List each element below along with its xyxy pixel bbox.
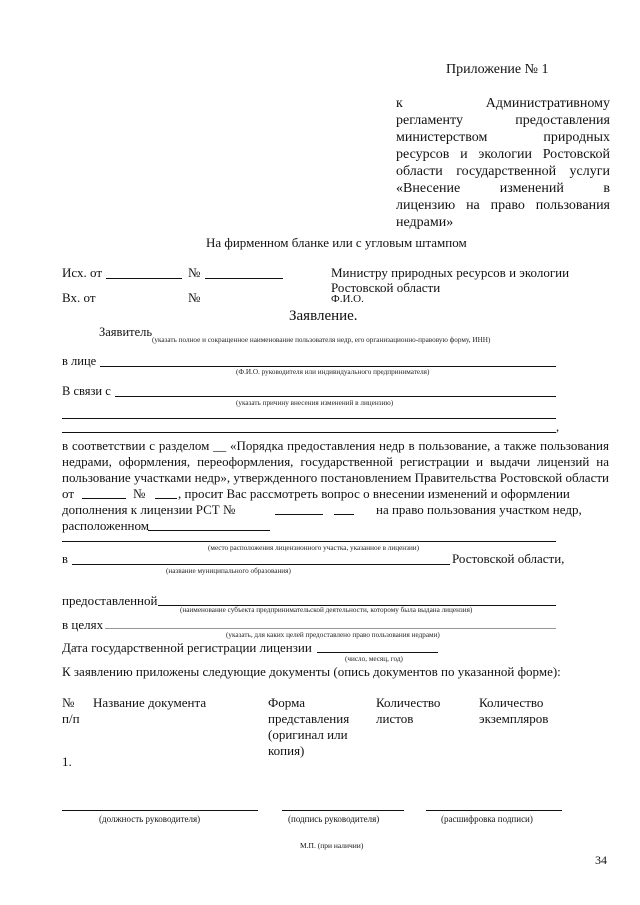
reason-label: В связи с: [62, 384, 111, 398]
location-caption: (место расположения лицензионного участка, указанное в лицензии): [208, 544, 420, 552]
appendix-line: к Административному: [396, 96, 610, 111]
license-suffix-field[interactable]: [334, 514, 354, 515]
body-line: расположенном: [62, 518, 149, 533]
municipality-prefix: в: [62, 552, 68, 566]
reason-caption: (указать причину внесения изменений в лицензию): [236, 399, 394, 407]
addressee-fio: Ф.И.О.: [331, 293, 364, 305]
col-copies-header-line: Количество: [479, 695, 544, 710]
col-form-header: [268, 695, 349, 759]
col-no-header-line: п/п: [62, 711, 80, 726]
appendix-line: министерством природных: [396, 130, 610, 145]
outgoing-number-field[interactable]: [205, 278, 283, 279]
body-line: на право пользования участком недр,: [376, 502, 582, 517]
col-no-header-line: №: [62, 695, 75, 710]
col-copies-header-line: экземпляров: [479, 711, 549, 726]
addressee-line: Ростовской области: [331, 280, 441, 295]
registration-date-field[interactable]: [317, 652, 438, 653]
outgoing-number-sign: №: [188, 265, 201, 280]
registration-label: Дата государственной регистрации лицензии: [62, 640, 312, 655]
signature-caption: (подпись руководителя): [288, 814, 380, 824]
appendix-line: ресурсов и экологии Ростовской: [396, 147, 610, 162]
stamp-caption: М.П. (при наличии): [300, 841, 364, 850]
col-sheets-header-line: листов: [376, 711, 414, 726]
person-label: в лице: [62, 354, 97, 368]
col-sheets-header: [376, 695, 440, 727]
appendix-line: недрами»: [396, 215, 454, 230]
reason-comma: ,: [556, 420, 560, 434]
decoding-field[interactable]: [426, 810, 562, 811]
col-form-header-line: копия): [268, 743, 305, 758]
provided-caption: (наименование субъекта предпринимательской деятельности, которому была выдана лицензия): [180, 606, 473, 614]
col-no-header: [62, 695, 80, 727]
signature-field[interactable]: [282, 810, 404, 811]
page-number: 34: [595, 853, 607, 867]
decree-number-field[interactable]: [155, 498, 177, 499]
body-number-sign: №: [133, 486, 146, 501]
body-line: недрами, оформления, переоформления, государственной регистрации и выдачи лицензий на: [62, 454, 609, 469]
appendix-line: регламенту предоставления: [396, 113, 610, 128]
municipality-suffix: Ростовской области,: [452, 551, 565, 566]
decoding-caption: (расшифровка подписи): [441, 814, 533, 824]
person-field[interactable]: [100, 366, 556, 367]
col-form-header-line: представления: [268, 711, 350, 726]
provided-label: предоставленной: [62, 593, 158, 608]
col-form-header-line: (оригинал или: [268, 727, 348, 742]
col-form-header-line: Форма: [268, 695, 305, 710]
col-name-header-line: Название документа: [93, 695, 207, 710]
position-field[interactable]: [62, 810, 258, 811]
page-title: Заявление.: [289, 308, 358, 324]
body-line: пользование участками недр», утвержденного постановлением Правительства Ростовской области: [62, 470, 609, 485]
col-copies-header: [479, 695, 548, 727]
position-caption: (должность руководителя): [99, 814, 201, 824]
addressee-line: Министру природных ресурсов и экологии: [331, 265, 570, 280]
incoming-number-sign: №: [188, 290, 201, 305]
location-field-2[interactable]: [62, 541, 556, 542]
outgoing-date-field[interactable]: [106, 278, 182, 279]
license-number-field[interactable]: [275, 514, 323, 515]
reason-field[interactable]: [115, 396, 556, 397]
col-name-header: [93, 695, 206, 711]
reason-field-3[interactable]: [62, 432, 556, 433]
applicant-caption: (указать полное и сокращенное наименование пользователя недр, его организационно-правовую форму, ИНН): [152, 336, 491, 344]
col-sheets-header-line: Количество: [376, 695, 441, 710]
body-paragraph: [62, 438, 609, 486]
body-line: дополнения к лицензии РСТ №: [62, 502, 236, 517]
purpose-caption: (указать, для каких целей предоставлено право пользования недрами): [226, 631, 440, 639]
body-line: в соответствии с разделом __ «Порядка предоставления недр в пользование, а также пользования: [62, 438, 609, 453]
body-from-label: от: [62, 486, 75, 501]
table-row-number: 1.: [62, 754, 72, 769]
incoming-label: Вх. от: [62, 290, 96, 305]
appendix-line: области государственной услуги: [396, 164, 610, 179]
letterhead-note: На фирменном бланке или с угловым штампом: [206, 235, 467, 250]
appendix-line: «Внесение изменений в: [396, 181, 610, 196]
municipality-caption: (название муниципального образования): [166, 567, 291, 575]
applicant-label: Заявитель: [99, 325, 153, 339]
appendix-title: Приложение № 1: [446, 62, 549, 77]
purpose-label: в целях: [62, 617, 104, 632]
documents-intro: К заявлению приложены следующие документы (опись документов по указанной форме):: [62, 664, 561, 679]
location-field-1[interactable]: [148, 530, 270, 531]
decree-date-field[interactable]: [82, 498, 126, 499]
registration-caption: (число, месяц, год): [345, 655, 403, 663]
appendix-block: [396, 95, 610, 231]
purpose-field[interactable]: [105, 628, 556, 629]
reason-field-2[interactable]: [62, 418, 556, 419]
person-caption: (Ф.И.О. руководителя или индивидуального предпринимателя): [236, 368, 430, 376]
appendix-line: лицензию на право пользования: [396, 198, 610, 213]
outgoing-label: Исх. от: [62, 265, 102, 280]
municipality-field[interactable]: [72, 564, 450, 565]
body-line: , просит Вас рассмотреть вопрос о внесении изменений и оформлении: [178, 486, 570, 501]
